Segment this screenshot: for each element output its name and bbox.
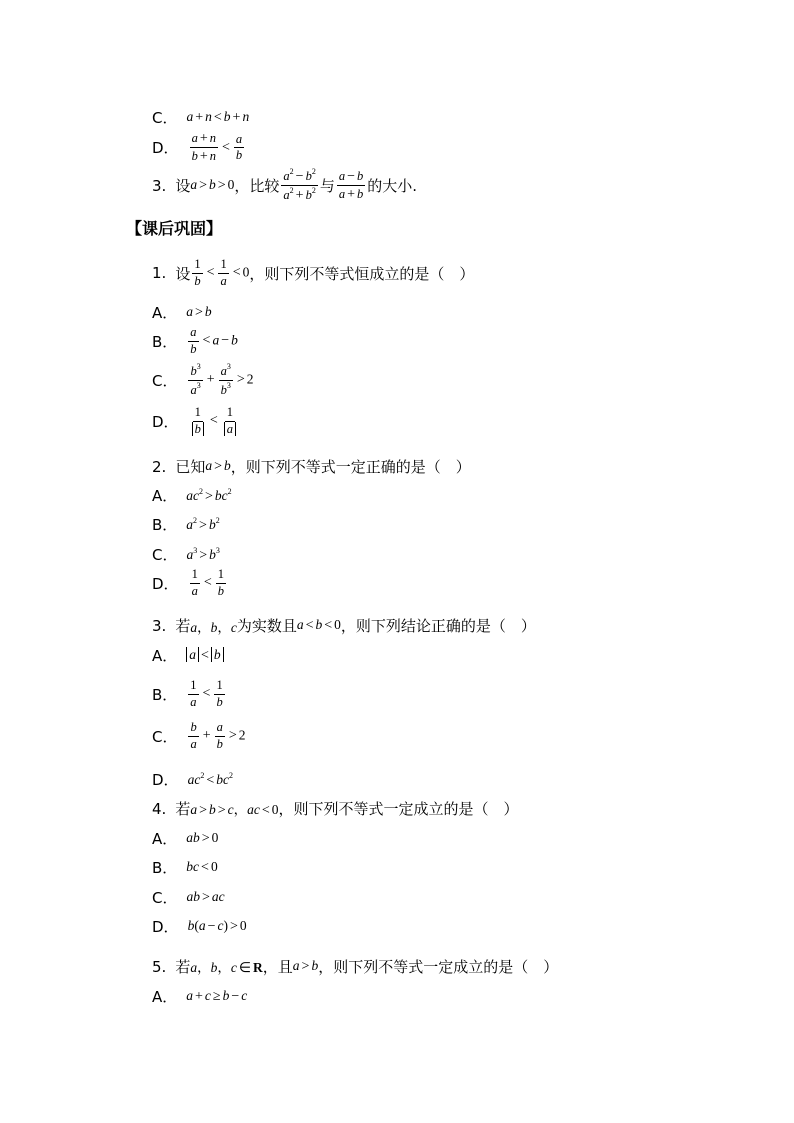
question-text: ，则下列结论正确的是（ ）: [340, 617, 536, 635]
math-expression: $ac^2 < bc^2$: [187, 770, 233, 788]
question-number: 3.: [152, 176, 167, 195]
option-label: A．: [152, 830, 178, 848]
math-expression: ab > 0: [186, 830, 219, 846]
option-label: C．: [152, 889, 178, 907]
math-expression: $\frac{1}{a}$ < $\frac{1}{b}$: [191, 567, 224, 598]
math-expression: $\frac{1}{b}$ < $\frac{1}{a}$ < 0: [194, 257, 250, 288]
question-text: ，则下列不等式恒成立的是（ ）: [249, 264, 475, 283]
math-expression: a，b，c: [190, 619, 237, 635]
question-text: 为实数且: [236, 617, 297, 635]
question-number: 5.: [152, 957, 167, 976]
q2-option-a: [152, 485, 232, 506]
math-expression: ab > ac: [186, 889, 225, 905]
q3-option-c: [152, 721, 246, 752]
section-heading: 【课后巩固】: [126, 219, 223, 238]
math-expression: $\frac{1}{b}$ < $\frac{1}{a}$: [188, 406, 240, 437]
q2-option-d: [152, 568, 228, 599]
question-number: 3.: [152, 616, 167, 635]
option-label: C．: [152, 727, 178, 746]
question-number: 2.: [152, 457, 167, 476]
question-2: [152, 456, 471, 477]
option-label: C．: [152, 546, 178, 564]
q4-option-d: [152, 916, 247, 937]
option-label: D．: [152, 412, 179, 431]
top-option-d: [152, 131, 246, 165]
question-text: 设: [175, 177, 191, 196]
option-label: B．: [152, 859, 178, 877]
math-expression: a > b: [292, 958, 319, 974]
math-expression: $ac^2 > bc^2$: [186, 486, 232, 504]
q2-option-b: [152, 514, 220, 535]
math-expression: $a^2 > b^2$: [186, 515, 220, 533]
question-text: ，则下列不等式一定正确的是（ ）: [230, 458, 471, 476]
option-label: A．: [152, 647, 178, 665]
question-5: [152, 956, 558, 977]
question-text: ，且: [262, 958, 293, 976]
top-option-c: [152, 107, 249, 128]
option-label: A．: [152, 487, 178, 505]
option-label: A．: [152, 304, 178, 322]
math-expression: a > b: [186, 304, 212, 320]
math-expression: $\frac{a}{b}$ < a − b: [190, 325, 238, 356]
math-expression: bc < 0: [186, 859, 218, 875]
q1-option-c: [152, 363, 254, 398]
option-label: B．: [152, 516, 178, 534]
q4-option-c: [152, 887, 225, 908]
question-text: 设: [175, 264, 191, 283]
q1-option-b: [152, 326, 238, 357]
q3-option-a: [152, 645, 224, 666]
option-label: D．: [152, 574, 179, 593]
math-expression: $\frac{b}{a}$ + $\frac{a}{b}$ > 2: [190, 720, 246, 751]
q1-option-a: [152, 302, 212, 323]
question-number: 1.: [152, 264, 167, 283]
option-label: D．: [152, 918, 179, 936]
option-label: A．: [152, 988, 178, 1006]
question-text: 已知: [175, 458, 206, 476]
q4-option-b: [152, 857, 218, 878]
question-text: ，比较: [234, 177, 280, 196]
question-text: 与: [319, 177, 335, 196]
q1-option-d: [152, 406, 240, 437]
math-expression: $\frac{1}{a}$ < $\frac{1}{b}$: [190, 678, 223, 709]
option-label: C．: [152, 109, 178, 127]
question-number: 4.: [152, 799, 167, 818]
question-1: [152, 258, 474, 289]
math-expression: a < b: [186, 647, 223, 664]
math-expression: a + c ≥ b − c: [186, 988, 248, 1004]
math-expression: a > b: [205, 458, 231, 474]
option-label: D．: [152, 771, 179, 789]
question-text: 若: [175, 958, 191, 976]
math-expression: a > b > c，ac < 0: [190, 802, 279, 818]
option-label: C．: [152, 371, 178, 390]
math-expression: b(a − c) > 0: [187, 918, 247, 934]
question-text: 的大小.: [367, 177, 418, 196]
question-text: ，则下列不等式一定成立的是（ ）: [318, 958, 559, 976]
math-expression: $\frac{a + n}{b + n}$ < $\frac{a}{b}$: [191, 131, 243, 165]
q3-option-b: [152, 679, 227, 710]
option-label: D．: [152, 139, 179, 158]
question-text: 若: [175, 617, 191, 635]
question-text: ，则下列不等式一定成立的是（ ）: [278, 800, 519, 818]
q2-option-c: [152, 544, 220, 565]
option-label: B．: [152, 685, 178, 704]
math-expression: $\frac{a^2 - b^2}{a^2 + b^2}$: [283, 167, 316, 204]
math-expression: $\frac{a - b}{a + b}$: [338, 169, 364, 203]
top-question-3: [152, 168, 417, 204]
question-4: [152, 798, 519, 819]
math-expression: $a^3 > b^3$: [186, 545, 220, 563]
question-text: 若: [175, 800, 191, 818]
math-expression: a + n < b + n: [186, 109, 250, 125]
question-3: [152, 615, 536, 636]
math-expression: a > b > 0: [190, 177, 235, 194]
q3-option-d: [152, 769, 233, 790]
math-expression: a < b < 0: [296, 617, 341, 633]
q4-option-a: [152, 828, 218, 849]
math-expression: $\frac{b^3}{a^3}$ + $\frac{a^3}{b^3}$ > 2: [190, 362, 254, 397]
q5-option-a: [152, 986, 247, 1007]
option-label: B．: [152, 332, 178, 351]
math-expression: a，b，c ∈ R: [190, 960, 263, 976]
